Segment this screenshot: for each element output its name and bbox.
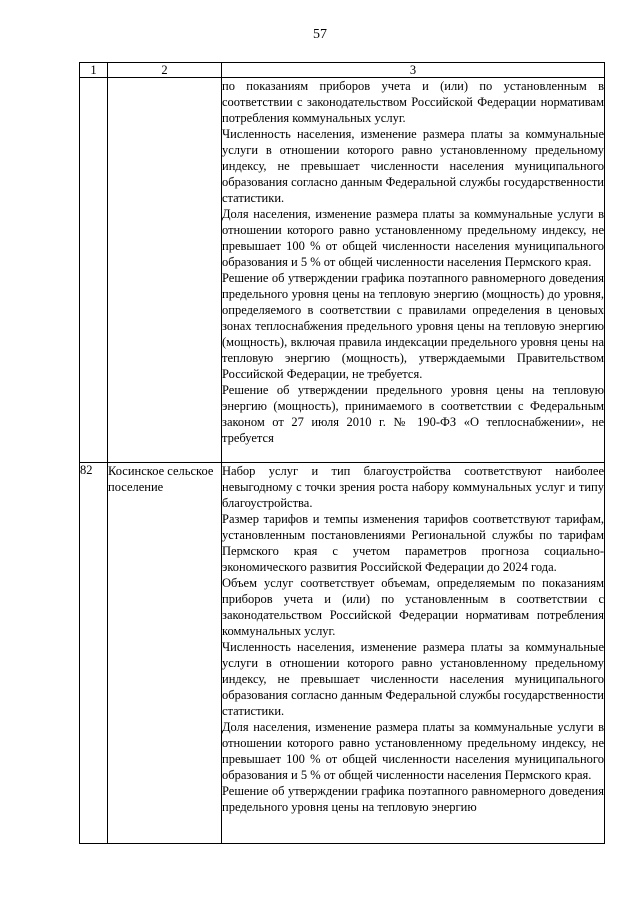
content-paragraph: Решение об утверждении графика поэтапного равномерного доведения предельного уровня цены на тепловую энергию (мощность) до уровня, определяемого в соответствии с правилами определения в ценовых зонах теплоснабжения предельного уровня цены на тепловую энергию (мощность), включая правила индексации предельного уровня цены на тепловую энергию (мощность), утверждаемыми Правительством Российской Федерации, не требуется. [222, 271, 604, 381]
row-number: 82 [80, 463, 108, 844]
row-content [222, 78, 605, 463]
header-col-2: 2 [108, 63, 222, 78]
tariff-table [79, 62, 605, 844]
content-paragraph: Доля населения, изменение размера платы за коммунальные услуги в отношении которого равно установленному предельному индексу, не превышает 100 % от общей численности населения муниципального образования и 5 % от общей численности населения Пермского края. [222, 207, 604, 269]
municipality-name [108, 78, 222, 463]
table-row [80, 463, 605, 844]
municipality-name: Косинское сельское поселение [108, 463, 222, 844]
row-content [222, 463, 605, 844]
content-paragraph: Доля населения, изменение размера платы за коммунальные услуги в отношении которого равно установленному предельному индексу, не превышает 100 % от общей численности населения муниципального образования и 5 % от общей численности населения Пермского края. [222, 720, 604, 782]
content-paragraph: Решение об утверждении предельного уровня цены на тепловую энергию (мощность), принимаемого в соответствии с Федеральным законом от 27 июля 2010 г. № 190-ФЗ «О теплоснабжении», не требуется [222, 383, 604, 445]
content-paragraph: Решение об утверждении графика поэтапного равномерного доведения предельного уровня цены на тепловую энергию [222, 784, 604, 814]
content-paragraph: Численность населения, изменение размера платы за коммунальные услуги в отношении которого равно установленному предельному индексу, не превышает численности населения муниципального образования согласно данным Федеральной службы государственности статистики. [222, 640, 604, 718]
header-col-3: 3 [222, 63, 605, 78]
content-paragraph: Набор услуг и тип благоустройства соответствуют наиболее невыгодному с точки зрения роста набору коммунальных услуг и типу благоустройства. [222, 464, 604, 510]
content-paragraph: по показаниям приборов учета и (или) по установленным в соответствии с законодательством Российской Федерации нормативам потребления коммунальных услуг. [222, 79, 604, 125]
page-number: 57 [313, 27, 327, 42]
content-paragraph: Размер тарифов и темпы изменения тарифов соответствуют тарифам, установленным постановлениями Региональной службы по тарифам Пермского края с учетом параметров прогноза социально-экономического развития Российской Федерации до 2024 года. [222, 512, 604, 574]
row-number [80, 78, 108, 463]
table-header-row [80, 63, 605, 78]
content-paragraph: Объем услуг соответствует объемам, определяемым по показаниям приборов учета и (или) по установленным в соответствии с законодательством Российской Федерации нормативам потребления коммунальных услуг. [222, 576, 604, 638]
header-col-1: 1 [80, 63, 108, 78]
table-row [80, 78, 605, 463]
content-paragraph: Численность населения, изменение размера платы за коммунальные услуги в отношении которого равно установленному предельному индексу, не превышает численности населения муниципального образования согласно данным Федеральной службы государственности статистики. [222, 127, 604, 205]
